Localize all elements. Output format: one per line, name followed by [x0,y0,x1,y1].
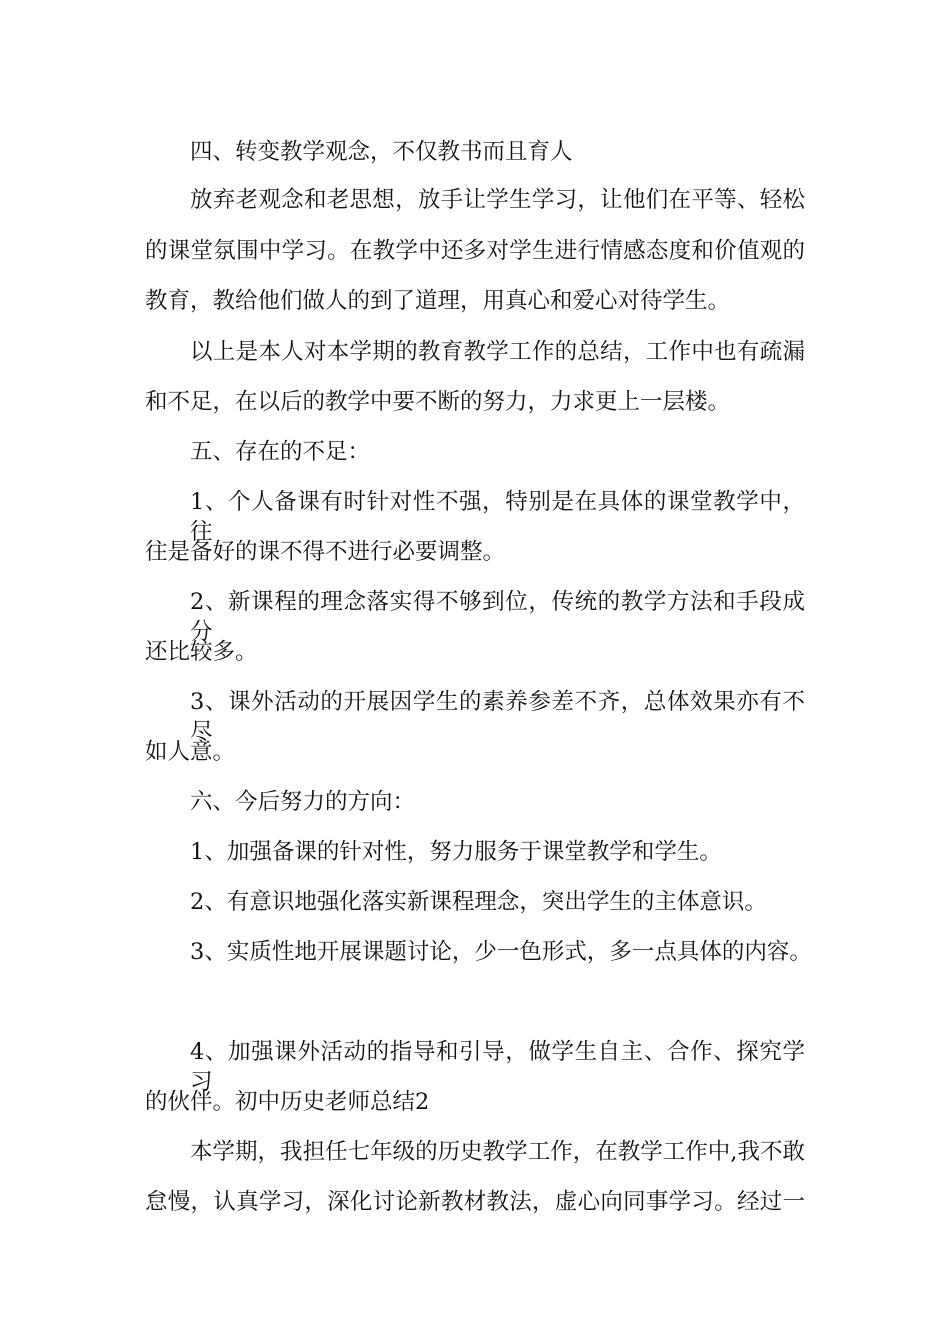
list-item-continuation: 往是备好的课不得不进行必要调整。 [145,539,506,565]
paragraph-line: 教育，教给他们做人的到了道理，用真心和爱心对待学生。 [145,288,731,314]
list-item: 1、个人备课有时针对性不强，特别是在具体的课堂教学中，往 [190,489,805,545]
list-item: 4、加强课外活动的指导和引导，做学生自主、合作、探究学习 [190,1039,805,1095]
paragraph-line: 和不足，在以后的教学中要不断的努力，力求更上一层楼。 [145,389,731,415]
paragraph-line: 放弃老观念和老思想，放手让学生学习，让他们在平等、轻松 [190,187,805,213]
list-item: 1、加强备课的针对性，努力服务于课堂教学和学生。 [190,839,722,865]
paragraph-line: 本学期，我担任七年级的历史教学工作，在教学工作中,我不敢 [190,1139,805,1165]
list-item: 2、有意识地强化落实新课程理念，突出学生的主体意识。 [190,889,767,915]
paragraph-line: 怠慢，认真学习，深化讨论新教材教法，虚心向同事学习。经过一 [145,1189,805,1215]
section-heading-6: 六、今后努力的方向： [190,789,416,815]
list-item: 2、新课程的理念落实得不够到位，传统的教学方法和手段成分 [190,589,805,645]
list-item: 3、课外活动的开展因学生的素养参差不齐，总体效果亦有不尽 [190,689,805,745]
list-item-continuation: 的伙伴。初中历史老师总结2 [145,1089,430,1115]
list-item-continuation: 如人意。 [145,739,236,765]
section-heading-4: 四、转变教学观念，不仅教书而且育人 [190,139,573,165]
section-heading-5: 五、存在的不足： [190,439,371,465]
list-item: 3、实质性地开展课题讨论，少一色形式，多一点具体的内容。 [190,939,812,965]
paragraph-line: 的课堂氛围中学习。在教学中还多对学生进行情感态度和价值观的 [145,238,805,264]
list-item-continuation: 还比较多。 [145,639,258,665]
paragraph-line: 以上是本人对本学期的教育教学工作的总结，工作中也有疏漏 [190,339,805,365]
